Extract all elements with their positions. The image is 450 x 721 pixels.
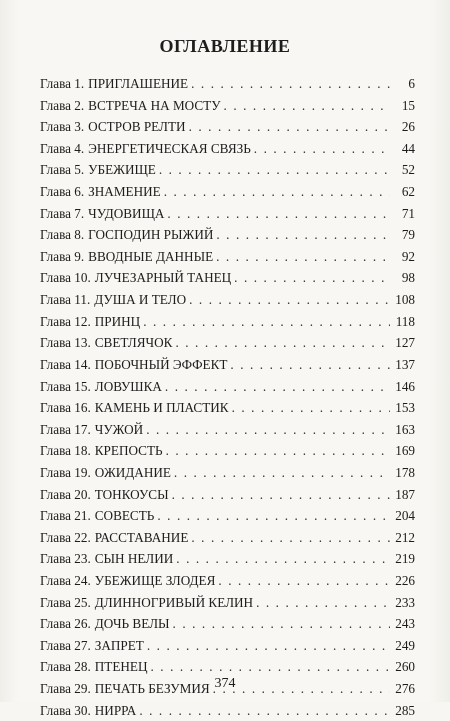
- chapter-page-number: 249: [395, 637, 415, 653]
- chapter-page-number: 169: [395, 443, 415, 459]
- toc-entry: [40, 548, 415, 570]
- chapter-title: УБЕЖИЩЕ: [88, 162, 156, 178]
- chapter-label: Глава 12.: [40, 313, 91, 329]
- chapter-label: Глава 13.: [40, 335, 91, 351]
- chapter-title: ЗАПРЕТ: [94, 637, 144, 653]
- toc-entry: [40, 440, 415, 462]
- chapter-label: Глава 17.: [40, 421, 91, 437]
- chapter-title: ДУША И ТЕЛО: [94, 292, 187, 308]
- dot-leader: [147, 635, 390, 657]
- dot-leader: [151, 656, 390, 678]
- chapter-title: ДОЧЬ ВЕЛЫ: [94, 616, 170, 632]
- chapter-label: Глава 9.: [40, 248, 85, 264]
- chapter-label: Глава 6.: [40, 184, 85, 200]
- chapter-page-number: 92: [401, 248, 415, 264]
- chapter-page-number: 153: [395, 400, 415, 416]
- chapter-title: ЧУЖОЙ: [94, 421, 144, 437]
- dot-leader: [146, 419, 390, 441]
- chapter-page-number: 276: [395, 681, 415, 697]
- chapter-page-number: 62: [401, 184, 415, 200]
- chapter-page-number: 212: [395, 529, 415, 545]
- chapter-title: ОСТРОВ РЕЛТИ: [88, 119, 186, 135]
- toc-entry: [40, 203, 415, 225]
- chapter-label: Глава 1.: [40, 76, 85, 91]
- chapter-title: СВЕТЛЯЧОК: [94, 335, 173, 351]
- chapter-label: Глава 22.: [40, 529, 91, 545]
- chapter-page-number: 6: [408, 76, 415, 91]
- chapter-label: Глава 11.: [40, 292, 91, 308]
- chapter-title: НИРРА: [94, 702, 137, 718]
- chapter-label: Глава 29.: [40, 681, 91, 697]
- chapter-title: СЫН НЕЛИИ: [94, 551, 174, 567]
- dot-leader: [191, 527, 390, 549]
- chapter-label: Глава 4.: [40, 140, 85, 156]
- dot-leader: [232, 397, 390, 419]
- chapter-page-number: 204: [395, 508, 415, 524]
- chapter-label: Глава 27.: [40, 637, 91, 653]
- toc-entry: [40, 224, 415, 246]
- toc-entry: [40, 700, 415, 721]
- table-of-contents: [40, 73, 415, 721]
- dot-leader: [218, 570, 390, 592]
- chapter-page-number: 52: [401, 162, 415, 178]
- chapter-title: ЭНЕРГЕТИЧЕСКАЯ СВЯЗЬ: [88, 140, 251, 156]
- chapter-label: Глава 15.: [40, 378, 91, 394]
- toc-entry: [40, 311, 415, 333]
- toc-entry: [40, 462, 415, 484]
- chapter-title: ВВОДНЫЕ ДАННЫЕ: [88, 248, 214, 264]
- chapter-label: Глава 25.: [40, 594, 91, 610]
- dot-leader: [176, 548, 390, 570]
- toc-entry: [40, 246, 415, 268]
- chapter-page-number: 243: [395, 616, 415, 632]
- chapter-page-number: 187: [395, 486, 415, 502]
- chapter-title: ЗНАМЕНИЕ: [88, 184, 161, 200]
- toc-entry: [40, 332, 415, 354]
- toc-entry: [40, 613, 415, 635]
- chapter-page-number: 71: [401, 205, 415, 221]
- chapter-label: Глава 23.: [40, 551, 91, 567]
- chapter-label: Глава 30.: [40, 702, 91, 718]
- chapter-label: Глава 10.: [40, 270, 91, 286]
- chapter-label: Глава 5.: [40, 162, 85, 178]
- chapter-label: Глава 21.: [40, 508, 91, 524]
- toc-entry: [40, 527, 415, 549]
- toc-entry: [40, 267, 415, 289]
- chapter-title: ЧУДОВИЩА: [88, 205, 165, 221]
- toc-entry: [40, 635, 415, 657]
- chapter-page-number: 137: [395, 356, 415, 372]
- dot-leader: [191, 73, 390, 95]
- chapter-label: Глава 28.: [40, 659, 91, 675]
- dot-leader: [256, 592, 390, 614]
- toc-entry: [40, 505, 415, 527]
- chapter-label: Глава 3.: [40, 119, 85, 135]
- chapter-page-number: 178: [395, 464, 415, 480]
- chapter-page-number: 15: [401, 97, 415, 113]
- chapter-page-number: 26: [401, 119, 415, 135]
- chapter-page-number: 127: [395, 335, 415, 351]
- chapter-title: КРЕПОСТЬ: [94, 443, 163, 459]
- chapter-page-number: 118: [395, 313, 415, 329]
- chapter-title: ГОСПОДИН РЫЖИЙ: [88, 227, 214, 243]
- chapter-page-number: 163: [395, 421, 415, 437]
- chapter-page-number: 44: [401, 140, 415, 156]
- toc-entry: [40, 73, 415, 95]
- chapter-label: Глава 19.: [40, 464, 91, 480]
- chapter-title: ПРИНЦ: [94, 313, 141, 329]
- chapter-page-number: 219: [395, 551, 415, 567]
- chapter-page-number: 108: [395, 292, 415, 308]
- dot-leader: [157, 505, 390, 527]
- chapter-title: ПЕЧАТЬ БЕЗУМИЯ: [94, 681, 210, 697]
- toc-entry: [40, 116, 415, 138]
- dot-leader: [166, 440, 390, 462]
- dot-leader: [189, 116, 390, 138]
- dot-leader: [139, 700, 390, 721]
- toc-entry: [40, 656, 415, 678]
- toc-entry: [40, 95, 415, 117]
- dot-leader: [224, 95, 390, 117]
- dot-leader: [234, 267, 390, 289]
- chapter-page-number: 98: [401, 270, 415, 286]
- chapter-label: Глава 20.: [40, 486, 91, 502]
- chapter-title: ДЛИННОГРИВЫЙ КЕЛИН: [94, 594, 254, 610]
- toc-entry: [40, 354, 415, 376]
- chapter-label: Глава 7.: [40, 205, 85, 221]
- chapter-title: ТОНКОУСЫ: [94, 486, 169, 502]
- chapter-label: Глава 18.: [40, 443, 91, 459]
- toc-entry: [40, 570, 415, 592]
- page-title: ОГЛАВЛЕНИЕ: [159, 36, 291, 56]
- toc-entry: [40, 419, 415, 441]
- chapter-label: Глава 16.: [40, 400, 91, 416]
- chapter-title: УБЕЖИЩЕ ЗЛОДЕЯ: [94, 573, 216, 589]
- chapter-page-number: 79: [401, 227, 415, 243]
- page-number: 374: [214, 676, 236, 691]
- toc-entry: [40, 159, 415, 181]
- toc-entry: [40, 138, 415, 160]
- chapter-title: ПОБОЧНЫЙ ЭФФЕКТ: [94, 356, 228, 372]
- dot-leader: [230, 354, 390, 376]
- chapter-page-number: 226: [395, 573, 415, 589]
- toc-entry: [40, 484, 415, 506]
- chapter-label: Глава 14.: [40, 356, 91, 372]
- dot-leader: [254, 138, 390, 160]
- toc-entry: [40, 592, 415, 614]
- chapter-title: ЛОВУШКА: [94, 378, 162, 394]
- dot-leader: [164, 181, 390, 203]
- chapter-label: Глава 8.: [40, 227, 85, 243]
- chapter-page-number: 260: [395, 659, 415, 675]
- chapter-label: Глава 24.: [40, 573, 91, 589]
- dot-leader: [159, 159, 390, 181]
- toc-entry: [40, 181, 415, 203]
- chapter-title: РАССТАВАНИЕ: [94, 529, 189, 545]
- chapter-title: ПТЕНЕЦ: [94, 659, 148, 675]
- dot-leader: [172, 484, 390, 506]
- chapter-title: КАМЕНЬ И ПЛАСТИК: [94, 400, 229, 416]
- toc-entry: [40, 289, 415, 311]
- dot-leader: [167, 203, 390, 225]
- chapter-title: ВСТРЕЧА НА МОСТУ: [88, 97, 221, 113]
- dot-leader: [165, 376, 390, 398]
- dot-leader: [175, 332, 390, 354]
- chapter-label: Глава 2.: [40, 97, 85, 113]
- chapter-title: ПРИГЛАШЕНИЕ: [88, 76, 189, 91]
- chapter-title: ОЖИДАНИЕ: [94, 464, 171, 480]
- dot-leader: [143, 311, 390, 333]
- dot-leader: [173, 613, 390, 635]
- chapter-page-number: 285: [395, 702, 415, 718]
- dot-leader: [216, 246, 390, 268]
- dot-leader: [174, 462, 390, 484]
- toc-entry: [40, 397, 415, 419]
- toc-entry: [40, 376, 415, 398]
- dot-leader: [189, 289, 390, 311]
- chapter-label: Глава 26.: [40, 616, 91, 632]
- chapter-page-number: 233: [395, 594, 415, 610]
- chapter-page-number: 146: [395, 378, 415, 394]
- chapter-title: СОВЕСТЬ: [94, 508, 155, 524]
- chapter-title: ЛУЧЕЗАРНЫЙ ТАНЕЦ: [94, 270, 232, 286]
- dot-leader: [216, 224, 390, 246]
